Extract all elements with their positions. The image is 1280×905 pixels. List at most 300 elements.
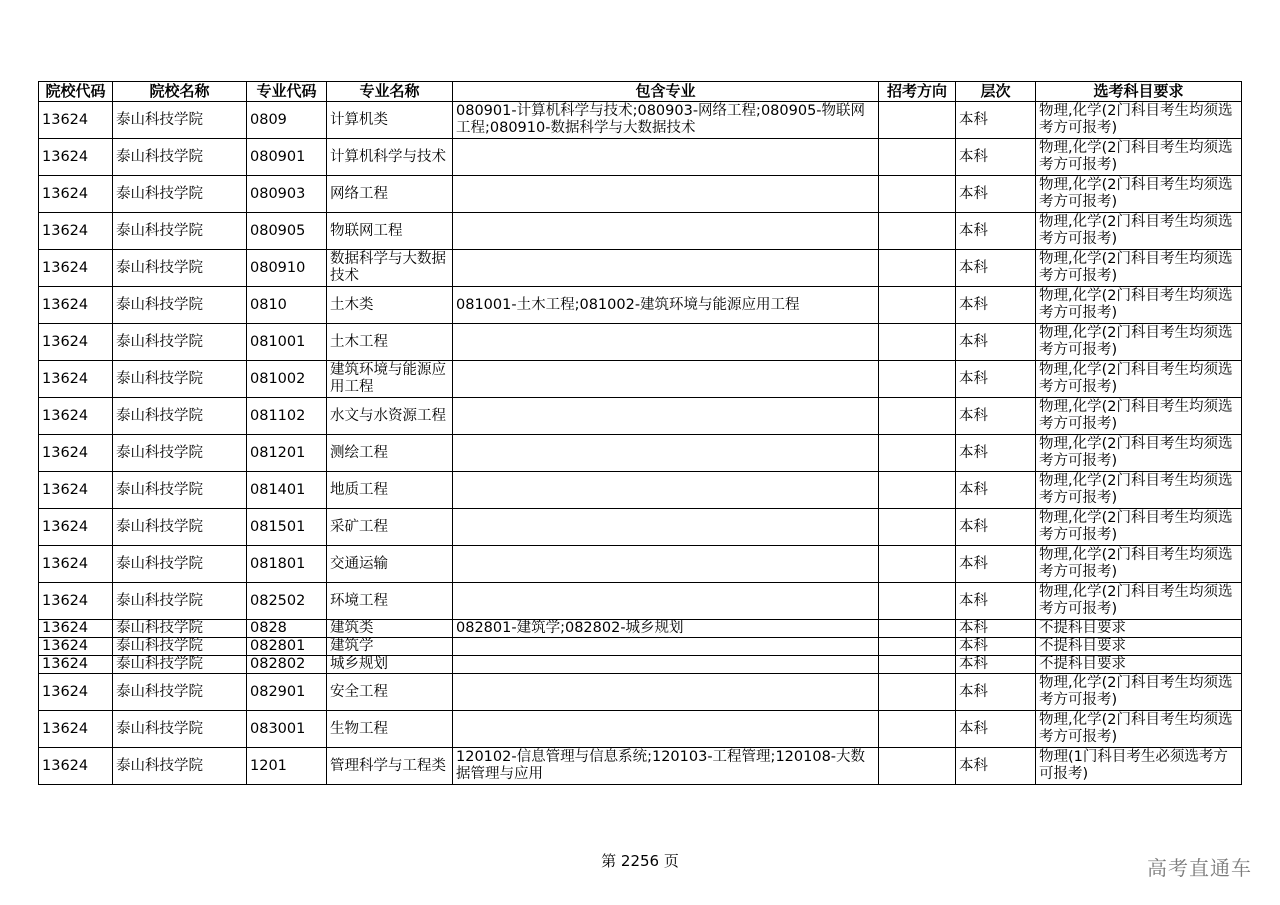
major-name-cell [327, 102, 453, 139]
major-code-cell [247, 656, 327, 674]
level-cell [956, 472, 1036, 509]
header-row [39, 82, 1242, 102]
school-code-cell [39, 139, 113, 176]
cell-text: 081001-土木工程;081002-建筑环境与能源应用工程 [456, 296, 800, 313]
cell-text: 13624 [42, 518, 89, 535]
cell-text: 泰山科技学院 [116, 620, 203, 636]
subject-requirement-cell [1036, 509, 1242, 546]
cell-text: 本科 [959, 333, 988, 350]
included-majors-cell [453, 620, 879, 638]
col-included-majors: 包含专业 [453, 82, 879, 102]
school-name-cell [113, 250, 247, 287]
table-row [39, 711, 1242, 748]
cell-text: 土木工程 [330, 333, 388, 350]
included-majors-cell [453, 748, 879, 785]
major-name-cell [327, 748, 453, 785]
cell-text: 本科 [959, 185, 988, 202]
subject-requirement-cell [1036, 176, 1242, 213]
cell-text: 物理,化学(2门科目考生均须选考方可报考) [1039, 399, 1233, 432]
cell-text: 081102 [250, 407, 306, 424]
school-code-cell [39, 748, 113, 785]
subject-requirement-cell [1036, 287, 1242, 324]
cell-text: 13624 [42, 656, 89, 672]
subject-requirement-cell [1036, 638, 1242, 656]
cell-text: 地质工程 [330, 481, 388, 498]
table-row [39, 102, 1242, 139]
cell-text: 泰山科技学院 [116, 757, 203, 774]
cell-text: 13624 [42, 185, 89, 202]
table-row [39, 748, 1242, 785]
cell-text: 泰山科技学院 [116, 481, 203, 498]
major-code-cell [247, 287, 327, 324]
cell-text: 泰山科技学院 [116, 720, 203, 737]
col-major-name: 专业名称 [327, 82, 453, 102]
subject-requirement-cell [1036, 250, 1242, 287]
level-cell [956, 287, 1036, 324]
admission-table [38, 81, 1242, 785]
cell-text: 交通运输 [330, 555, 388, 572]
col-school-name: 院校名称 [113, 82, 247, 102]
major-name-cell [327, 674, 453, 711]
major-name-cell [327, 583, 453, 620]
cell-text: 物理,化学(2门科目考生均须选考方可报考) [1039, 362, 1233, 395]
included-majors-cell [453, 674, 879, 711]
cell-text: 计算机类 [330, 111, 388, 128]
level-cell [956, 435, 1036, 472]
cell-text: 0809 [250, 111, 287, 128]
cell-text: 本科 [959, 111, 988, 128]
major-code-cell [247, 509, 327, 546]
subject-requirement-cell [1036, 472, 1242, 509]
subject-requirement-cell [1036, 546, 1242, 583]
cell-text: 13624 [42, 333, 89, 350]
cell-text: 安全工程 [330, 683, 388, 700]
direction-cell [879, 176, 956, 213]
cell-text: 土木类 [330, 296, 374, 313]
cell-text: 泰山科技学院 [116, 638, 203, 654]
major-name-cell [327, 398, 453, 435]
cell-text: 13624 [42, 148, 89, 165]
school-name-cell [113, 398, 247, 435]
school-name-cell [113, 361, 247, 398]
direction-cell [879, 287, 956, 324]
major-name-cell [327, 287, 453, 324]
cell-text: 网络工程 [330, 185, 388, 202]
cell-text: 采矿工程 [330, 518, 388, 535]
cell-text: 物理,化学(2门科目考生均须选考方可报考) [1039, 712, 1233, 745]
cell-text: 物联网工程 [330, 222, 403, 239]
table-row [39, 674, 1242, 711]
school-name-cell [113, 656, 247, 674]
level-cell [956, 509, 1036, 546]
major-code-cell [247, 546, 327, 583]
cell-text: 13624 [42, 683, 89, 700]
cell-text: 泰山科技学院 [116, 683, 203, 700]
subject-requirement-cell [1036, 748, 1242, 785]
level-cell [956, 748, 1036, 785]
cell-text: 13624 [42, 638, 89, 654]
direction-cell [879, 674, 956, 711]
cell-text: 建筑类 [330, 620, 374, 636]
school-code-cell [39, 674, 113, 711]
cell-text: 本科 [959, 592, 988, 609]
cell-text: 泰山科技学院 [116, 592, 203, 609]
cell-text: 物理,化学(2门科目考生均须选考方可报考) [1039, 584, 1233, 617]
cell-text: 13624 [42, 444, 89, 461]
level-cell [956, 213, 1036, 250]
included-majors-cell [453, 250, 879, 287]
school-code-cell [39, 287, 113, 324]
cell-text: 泰山科技学院 [116, 656, 203, 672]
cell-text: 泰山科技学院 [116, 333, 203, 350]
subject-requirement-cell [1036, 674, 1242, 711]
subject-requirement-cell [1036, 711, 1242, 748]
cell-text: 13624 [42, 720, 89, 737]
cell-text: 13624 [42, 370, 89, 387]
cell-text: 物理,化学(2门科目考生均须选考方可报考) [1039, 103, 1233, 136]
cell-text: 泰山科技学院 [116, 111, 203, 128]
cell-text: 建筑学 [330, 638, 374, 654]
major-name-cell [327, 176, 453, 213]
cell-text: 水文与水资源工程 [330, 407, 446, 424]
direction-cell [879, 656, 956, 674]
subject-requirement-cell [1036, 620, 1242, 638]
level-cell [956, 361, 1036, 398]
cell-text: 本科 [959, 259, 988, 276]
school-code-cell [39, 398, 113, 435]
included-majors-cell [453, 176, 879, 213]
school-name-cell [113, 546, 247, 583]
school-code-cell [39, 435, 113, 472]
direction-cell [879, 435, 956, 472]
school-code-cell [39, 250, 113, 287]
cell-text: 081501 [250, 518, 306, 535]
table-row [39, 546, 1242, 583]
cell-text: 082901 [250, 683, 306, 700]
table-row [39, 250, 1242, 287]
level-cell [956, 638, 1036, 656]
school-code-cell [39, 711, 113, 748]
page-number: 第 2256 页 [601, 852, 679, 870]
school-code-cell [39, 638, 113, 656]
included-majors-cell [453, 287, 879, 324]
table-row [39, 620, 1242, 638]
major-code-cell [247, 583, 327, 620]
cell-text: 13624 [42, 757, 89, 774]
table-row [39, 583, 1242, 620]
school-code-cell [39, 176, 113, 213]
cell-text: 泰山科技学院 [116, 148, 203, 165]
major-name-cell [327, 472, 453, 509]
cell-text: 泰山科技学院 [116, 259, 203, 276]
school-code-cell [39, 472, 113, 509]
school-name-cell [113, 102, 247, 139]
major-code-cell [247, 324, 327, 361]
table-row [39, 472, 1242, 509]
cell-text: 本科 [959, 638, 988, 654]
major-code-cell [247, 711, 327, 748]
school-name-cell [113, 472, 247, 509]
direction-cell [879, 583, 956, 620]
table-row [39, 398, 1242, 435]
level-cell [956, 324, 1036, 361]
table-row [39, 287, 1242, 324]
cell-text: 本科 [959, 222, 988, 239]
direction-cell [879, 748, 956, 785]
cell-text: 本科 [959, 481, 988, 498]
school-code-cell [39, 324, 113, 361]
level-cell [956, 398, 1036, 435]
direction-cell [879, 638, 956, 656]
cell-text: 本科 [959, 518, 988, 535]
cell-text: 物理,化学(2门科目考生均须选考方可报考) [1039, 473, 1233, 506]
cell-text: 080901-计算机科学与技术;080903-网络工程;080905-物联网工程;080910-数据科学与大数据技术 [456, 103, 866, 136]
cell-text: 泰山科技学院 [116, 407, 203, 424]
table-row [39, 435, 1242, 472]
cell-text: 泰山科技学院 [116, 555, 203, 572]
major-code-cell [247, 638, 327, 656]
cell-text: 物理,化学(2门科目考生均须选考方可报考) [1039, 214, 1233, 247]
included-majors-cell [453, 435, 879, 472]
included-majors-cell [453, 398, 879, 435]
cell-text: 本科 [959, 620, 988, 636]
cell-text: 080903 [250, 185, 306, 202]
cell-text: 物理,化学(2门科目考生均须选考方可报考) [1039, 177, 1233, 210]
cell-text: 083001 [250, 720, 306, 737]
level-cell [956, 139, 1036, 176]
school-code-cell [39, 213, 113, 250]
included-majors-cell [453, 102, 879, 139]
cell-text: 13624 [42, 481, 89, 498]
major-code-cell [247, 176, 327, 213]
school-code-cell [39, 509, 113, 546]
cell-text: 080910 [250, 259, 306, 276]
major-code-cell [247, 472, 327, 509]
direction-cell [879, 472, 956, 509]
major-code-cell [247, 620, 327, 638]
table-row [39, 139, 1242, 176]
cell-text: 泰山科技学院 [116, 296, 203, 313]
included-majors-cell [453, 324, 879, 361]
direction-cell [879, 711, 956, 748]
direction-cell [879, 546, 956, 583]
major-name-cell [327, 213, 453, 250]
included-majors-cell [453, 711, 879, 748]
included-majors-cell [453, 509, 879, 546]
cell-text: 13624 [42, 296, 89, 313]
cell-text: 泰山科技学院 [116, 370, 203, 387]
level-cell [956, 176, 1036, 213]
cell-text: 生物工程 [330, 720, 388, 737]
table-row [39, 656, 1242, 674]
cell-text: 080901 [250, 148, 306, 165]
level-cell [956, 546, 1036, 583]
direction-cell [879, 620, 956, 638]
direction-cell [879, 139, 956, 176]
cell-text: 泰山科技学院 [116, 518, 203, 535]
major-code-cell [247, 139, 327, 176]
level-cell [956, 583, 1036, 620]
cell-text: 不提科目要求 [1039, 638, 1126, 654]
major-code-cell [247, 435, 327, 472]
cell-text: 082502 [250, 592, 306, 609]
major-code-cell [247, 250, 327, 287]
direction-cell [879, 213, 956, 250]
cell-text: 计算机科学与技术 [330, 148, 446, 165]
included-majors-cell [453, 656, 879, 674]
major-name-cell [327, 546, 453, 583]
included-majors-cell [453, 638, 879, 656]
cell-text: 本科 [959, 656, 988, 672]
cell-text: 0828 [250, 620, 287, 636]
subject-requirement-cell [1036, 324, 1242, 361]
subject-requirement-cell [1036, 398, 1242, 435]
cell-text: 物理,化学(2门科目考生均须选考方可报考) [1039, 547, 1233, 580]
cell-text: 物理,化学(2门科目考生均须选考方可报考) [1039, 288, 1233, 321]
major-code-cell [247, 674, 327, 711]
level-cell [956, 620, 1036, 638]
subject-requirement-cell [1036, 656, 1242, 674]
major-name-cell [327, 324, 453, 361]
major-name-cell [327, 638, 453, 656]
included-majors-cell [453, 583, 879, 620]
cell-text: 测绘工程 [330, 444, 388, 461]
cell-text: 081801 [250, 555, 306, 572]
cell-text: 物理,化学(2门科目考生均须选考方可报考) [1039, 436, 1233, 469]
cell-text: 13624 [42, 111, 89, 128]
table-row [39, 638, 1242, 656]
included-majors-cell [453, 361, 879, 398]
table-body [39, 102, 1242, 785]
cell-text: 081001 [250, 333, 306, 350]
col-school-code: 院校代码 [39, 82, 113, 102]
major-name-cell [327, 656, 453, 674]
included-majors-cell [453, 213, 879, 250]
cell-text: 081401 [250, 481, 306, 498]
subject-requirement-cell [1036, 435, 1242, 472]
school-code-cell [39, 102, 113, 139]
col-direction: 招考方向 [879, 82, 956, 102]
direction-cell [879, 398, 956, 435]
cell-text: 本科 [959, 148, 988, 165]
cell-text: 管理科学与工程类 [330, 757, 446, 774]
school-name-cell [113, 509, 247, 546]
cell-text: 泰山科技学院 [116, 444, 203, 461]
school-name-cell [113, 674, 247, 711]
major-name-cell [327, 250, 453, 287]
cell-text: 本科 [959, 757, 988, 774]
cell-text: 080905 [250, 222, 306, 239]
cell-text: 本科 [959, 720, 988, 737]
school-name-cell [113, 748, 247, 785]
school-code-cell [39, 583, 113, 620]
level-cell [956, 250, 1036, 287]
school-name-cell [113, 583, 247, 620]
cell-text: 不提科目要求 [1039, 656, 1126, 672]
col-major-code: 专业代码 [247, 82, 327, 102]
watermark: 高考直通车 [1147, 856, 1252, 880]
cell-text: 13624 [42, 259, 89, 276]
col-level: 层次 [956, 82, 1036, 102]
school-name-cell [113, 711, 247, 748]
cell-text: 082802 [250, 656, 306, 672]
cell-text: 13624 [42, 407, 89, 424]
cell-text: 13624 [42, 555, 89, 572]
cell-text: 13624 [42, 620, 89, 636]
cell-text: 1201 [250, 757, 287, 774]
cell-text: 环境工程 [330, 592, 388, 609]
direction-cell [879, 102, 956, 139]
table-row [39, 213, 1242, 250]
included-majors-cell [453, 546, 879, 583]
subject-requirement-cell [1036, 139, 1242, 176]
direction-cell [879, 361, 956, 398]
cell-text: 本科 [959, 407, 988, 424]
table-row [39, 509, 1242, 546]
cell-text: 本科 [959, 555, 988, 572]
cell-text: 081201 [250, 444, 306, 461]
cell-text: 120102-信息管理与信息系统;120103-工程管理;120108-大数据管理与应用 [456, 749, 866, 782]
school-code-cell [39, 656, 113, 674]
cell-text: 泰山科技学院 [116, 222, 203, 239]
cell-text: 泰山科技学院 [116, 185, 203, 202]
direction-cell [879, 324, 956, 361]
cell-text: 不提科目要求 [1039, 620, 1126, 636]
cell-text: 物理,化学(2门科目考生均须选考方可报考) [1039, 140, 1233, 173]
school-name-cell [113, 324, 247, 361]
table-row [39, 361, 1242, 398]
level-cell [956, 674, 1036, 711]
cell-text: 082801 [250, 638, 306, 654]
major-name-cell [327, 139, 453, 176]
school-code-cell [39, 546, 113, 583]
cell-text: 数据科学与大数据技术 [330, 251, 446, 284]
cell-text: 物理,化学(2门科目考生均须选考方可报考) [1039, 325, 1233, 358]
school-name-cell [113, 620, 247, 638]
direction-cell [879, 250, 956, 287]
school-name-cell [113, 213, 247, 250]
table-row [39, 324, 1242, 361]
school-name-cell [113, 139, 247, 176]
included-majors-cell [453, 139, 879, 176]
school-name-cell [113, 176, 247, 213]
included-majors-cell [453, 472, 879, 509]
col-subject-requirement: 选考科目要求 [1036, 82, 1242, 102]
cell-text: 081002 [250, 370, 306, 387]
subject-requirement-cell [1036, 213, 1242, 250]
major-name-cell [327, 361, 453, 398]
major-code-cell [247, 748, 327, 785]
subject-requirement-cell [1036, 361, 1242, 398]
table-row [39, 176, 1242, 213]
major-name-cell [327, 620, 453, 638]
cell-text: 物理,化学(2门科目考生均须选考方可报考) [1039, 251, 1233, 284]
major-name-cell [327, 435, 453, 472]
level-cell [956, 656, 1036, 674]
major-code-cell [247, 213, 327, 250]
cell-text: 本科 [959, 296, 988, 313]
cell-text: 13624 [42, 222, 89, 239]
direction-cell [879, 509, 956, 546]
major-name-cell [327, 509, 453, 546]
school-name-cell [113, 435, 247, 472]
major-name-cell [327, 711, 453, 748]
subject-requirement-cell [1036, 102, 1242, 139]
level-cell [956, 102, 1036, 139]
cell-text: 13624 [42, 592, 89, 609]
cell-text: 建筑环境与能源应用工程 [330, 362, 446, 395]
level-cell [956, 711, 1036, 748]
